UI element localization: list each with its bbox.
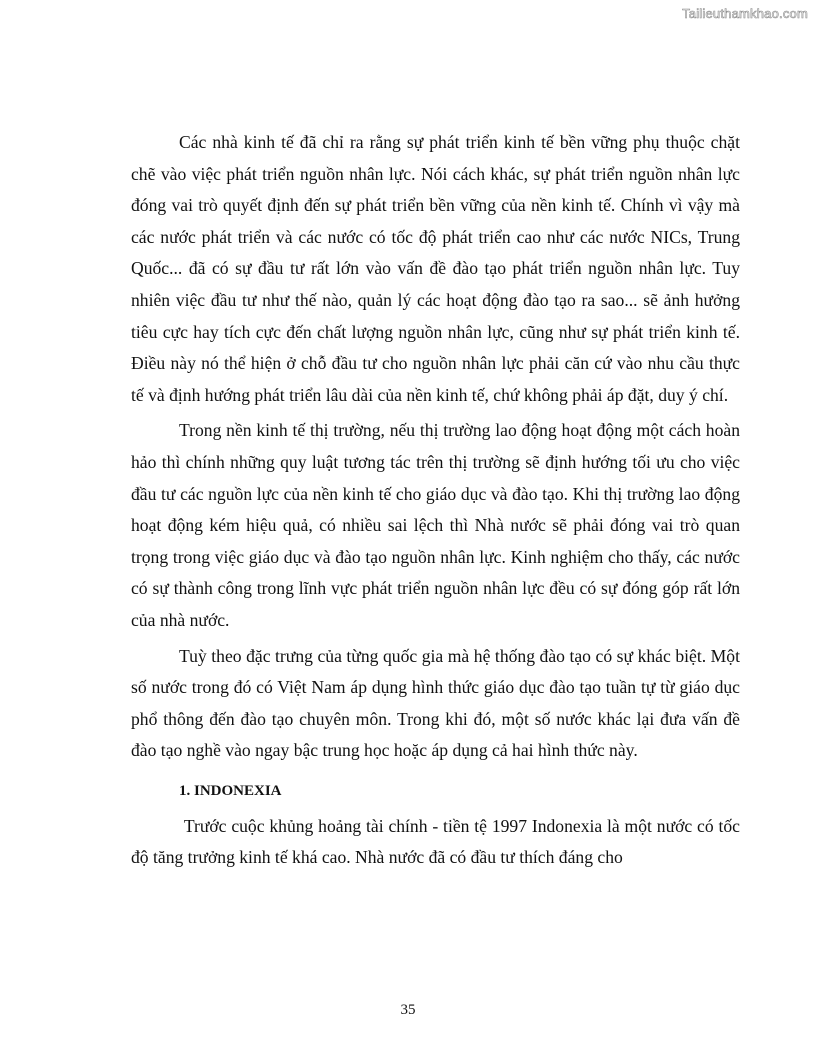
watermark: Tailieuthamkhao.com <box>682 6 808 21</box>
paragraph-3: Tuỳ theo đặc trưng của từng quốc gia mà hệ thống đào tạo có sự khác biệt. Một số nước trong đó có Việt Nam áp dụng hình thức giáo dục đào tạo tuần tự từ giáo dục phổ thông đến đào tạo chuyên môn. Trong khi đó, một số nước khác lại đưa vấn đề đào tạo nghề vào ngay bậc trung học hoặc áp dụng cả hai hình thức này. <box>131 645 740 761</box>
page-number: 35 <box>400 1002 416 1018</box>
paragraph-2: Trong nền kinh tế thị trường, nếu thị trường lao động hoạt động một cách hoàn hảo thì chính những quy luật tương tác trên thị trường sẽ định hướng tối ưu cho việc đầu tư các nguồn lực của nền kinh tế cho giáo dục và đào tạo. Khi thị trường lao động hoạt động kém hiệu quả, có nhiều sai lệch thì Nhà nước sẽ phải đóng vai trò quan trọng trong việc giáo dục và đào tạo nguồn nhân lực. Kinh nghiệm cho thấy, các nước có sự thành công trong lĩnh vực phát triển nguồn nhân lực đều có sự đóng góp rất lớn của nhà nước. <box>131 420 740 630</box>
section-paragraph: Trước cuộc khủng hoảng tài chính - tiền tệ 1997 Indonexia là một nước có tốc độ tăng trưởng kinh tế khá cao. Nhà nước đã có đầu tư thích đáng cho <box>131 815 745 868</box>
page-body <box>131 127 745 874</box>
section-heading: 1. INDONEXIA <box>179 782 282 799</box>
paragraph-1: Các nhà kinh tế đã chỉ ra rằng sự phát triển kinh tế bền vững phụ thuộc chặt chẽ vào việc phát triển nguồn nhân lực. Nói cách khác, sự phát triển nguồn nhân lực đóng vai trò quyết định đến sự phát triển bền vững của nền kinh tế. Chính vì vậy mà các nước phát triển và các nước có tốc độ phát triển cao như các nước NICs, Trung Quốc... đã có sự đầu tư rất lớn vào vấn đề đào tạo phát triển nguồn nhân lực. Tuy nhiên việc đầu tư như thế nào, quản lý các hoạt động đào tạo ra sao... sẽ ảnh hưởng tiêu cực hay tích cực đến chất lượng nguồn nhân lực, cũng như sự phát triển kinh tế. Điều này nó thể hiện ở chỗ đầu tư cho nguồn nhân lực phải căn cứ vào nhu cầu thực tế và định hướng phát triển lâu dài của nền kinh tế, chứ không phải áp đặt, duy ý chí. <box>131 132 740 405</box>
